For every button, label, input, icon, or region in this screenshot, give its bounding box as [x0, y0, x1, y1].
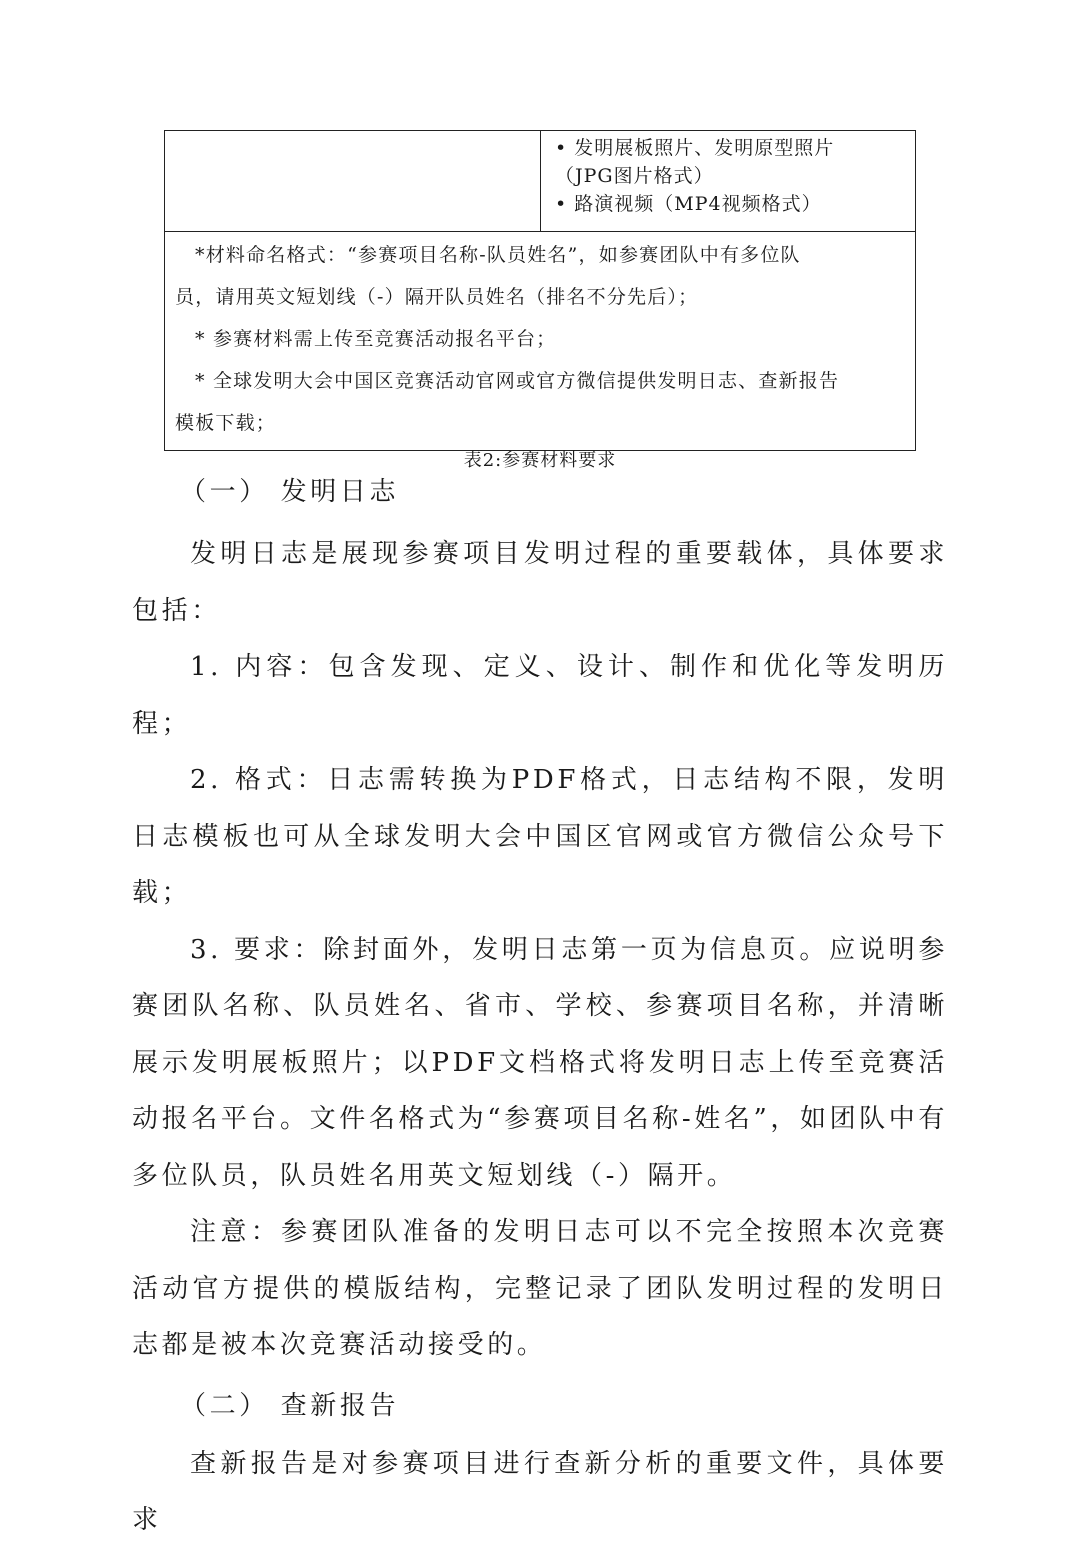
paragraph: 查新报告是对参赛项目进行查新分析的重要文件，具体要求 [132, 1448, 948, 1535]
material-line: • 发明展板照片、发明原型照片 [555, 137, 835, 159]
material-line: （JPG图片格式） [555, 165, 714, 187]
table-caption: 表2:参赛材料要求 [463, 450, 617, 471]
note-line: *材料命名格式：“参赛项目名称-队员姓名”，如参赛团队中有多位队 [195, 244, 801, 266]
note-paragraph: 注意：参赛团队准备的发明日志可以不完全按照本次竞赛活动官方提供的模版结构，完整记录了团队发明过程的发明日志都是被本次竞赛活动接受的。 [132, 1217, 948, 1360]
table-notes-row [165, 232, 915, 450]
paragraph: 发明日志是展现参赛项目发明过程的重要载体，具体要求包括： [132, 539, 948, 626]
note-line: 模板下载； [175, 412, 277, 434]
section-heading: （二） 查新报告 [180, 1390, 400, 1421]
body-text [132, 470, 948, 1549]
note-line: * 全球发明大会中国区竞赛活动官网或官方微信提供发明日志、查新报告 [195, 370, 840, 392]
table-row [165, 131, 915, 232]
note-line: 员，请用英文短划线（-）隔开队员姓名（排名不分先后）； [175, 286, 699, 308]
note-line: * 参赛材料需上传至竞赛活动报名平台； [195, 328, 557, 350]
table-cell-materials [541, 131, 915, 231]
materials-table [164, 130, 916, 451]
list-item: 1. 内容：包含发现、定义、设计、制作和优化等发明历程； [132, 652, 948, 739]
table-cell-empty [165, 131, 541, 231]
material-line: • 路演视频（MP4视频格式） [555, 193, 822, 215]
section-heading: （一） 发明日志 [180, 477, 400, 507]
list-item: 2. 格式：日志需转换为PDF格式，日志结构不限，发明日志模板也可从全球发明大会中国区官网或官方微信公众号下载； [132, 765, 948, 908]
list-item: 3. 要求：除封面外，发明日志第一页为信息页。应说明参赛团队名称、队员姓名、省市、学校、参赛项目名称，并清晰展示发明展板照片；以PDF文档格式将发明日志上传至竞赛活动报名平台。文件名格式为“参赛项目名称-姓名”，如团队中有多位队员，队员姓名用英文短划线（-）隔开。 [132, 934, 948, 1191]
